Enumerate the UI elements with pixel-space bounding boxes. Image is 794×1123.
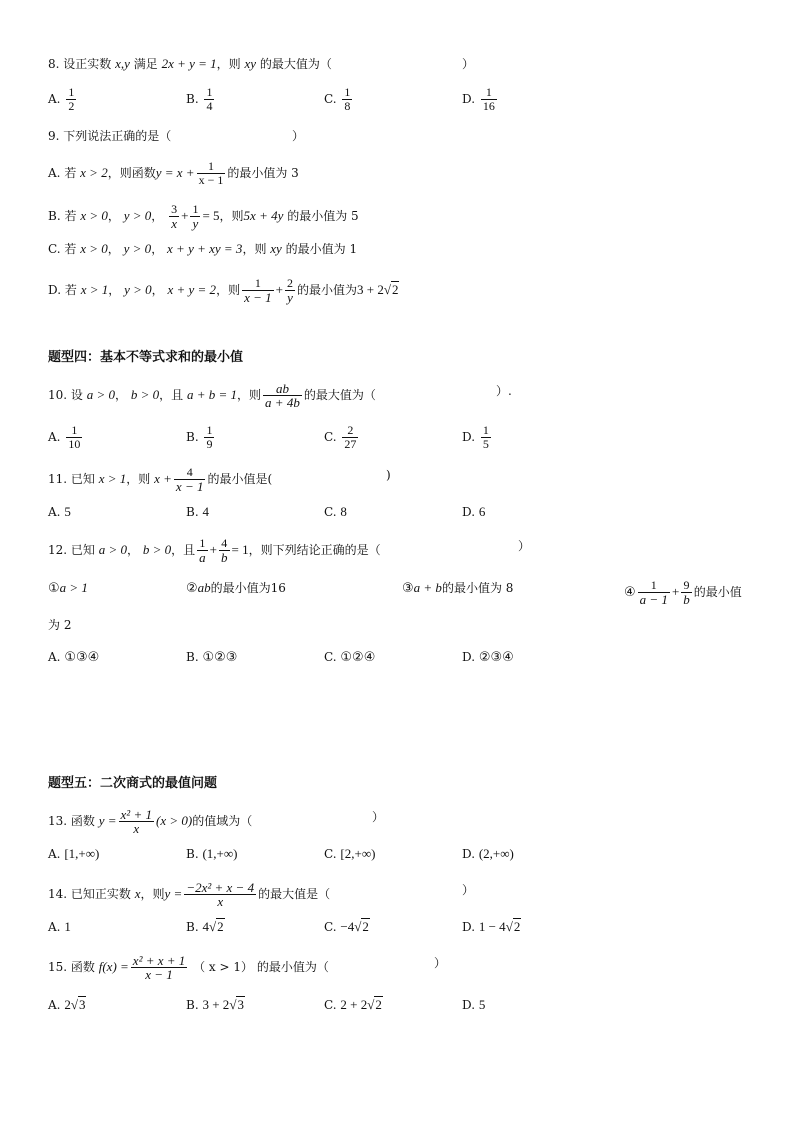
q12-text: ，且 bbox=[171, 543, 196, 557]
sqrt: √3 bbox=[229, 997, 244, 1012]
option-value: 5 bbox=[64, 504, 71, 519]
question-10-stem bbox=[48, 382, 376, 409]
q15-option-d[interactable] bbox=[462, 996, 485, 1014]
option-letter: A. bbox=[48, 92, 61, 106]
option-letter: A. bbox=[48, 847, 61, 861]
q10-math: b > 0 bbox=[130, 387, 160, 402]
option-text: ， bbox=[108, 283, 121, 297]
frac-num: x² + x + 1 bbox=[132, 953, 186, 968]
frac-den: a + 4b bbox=[265, 395, 300, 410]
option-math: x > 2 bbox=[80, 165, 108, 180]
statement-math: + bbox=[671, 584, 680, 599]
option-math: x + y = 2 bbox=[167, 282, 217, 297]
option-value: 1 bbox=[64, 919, 71, 934]
q13-option-d[interactable] bbox=[462, 845, 514, 863]
q8-text: ，则 bbox=[216, 57, 241, 71]
frac-den: 8 bbox=[344, 99, 351, 113]
option-math: x > 1 bbox=[80, 282, 109, 297]
frac-num: 1 bbox=[197, 160, 226, 174]
q12-text: ，则下列结论正确的是（ bbox=[248, 543, 381, 557]
frac-den: a bbox=[199, 550, 206, 565]
q8-text: 满足 bbox=[133, 57, 158, 71]
statement-math: ab bbox=[197, 580, 211, 595]
option-fraction bbox=[66, 86, 76, 113]
question-15-stem bbox=[48, 954, 329, 981]
option-value: 2 + 2 bbox=[340, 997, 368, 1012]
option-value: 4 bbox=[202, 504, 209, 519]
q12-statement-1 bbox=[48, 579, 88, 598]
q11-option-c[interactable] bbox=[324, 503, 347, 521]
q13-text: 13. 函数 bbox=[48, 814, 95, 828]
q9-option-c[interactable] bbox=[48, 240, 357, 258]
q14-option-b[interactable] bbox=[186, 918, 225, 936]
question-14-stem bbox=[48, 881, 330, 908]
sqrt: √2 bbox=[505, 919, 521, 934]
option-text: ， bbox=[107, 242, 120, 256]
option-fraction bbox=[204, 86, 214, 113]
frac-num: −2x² + x − 4 bbox=[186, 880, 255, 895]
q12-statement-2 bbox=[186, 579, 286, 598]
option-value: 8 bbox=[340, 504, 347, 519]
option-text: ， bbox=[107, 209, 120, 223]
frac-num: 3 bbox=[171, 202, 178, 216]
q12-math: = 1 bbox=[231, 542, 249, 557]
option-math: = 5 bbox=[202, 208, 220, 223]
frac-num: 1 bbox=[66, 424, 82, 438]
frac-num: x² + 1 bbox=[120, 807, 152, 822]
q11-option-b[interactable] bbox=[186, 503, 209, 521]
sqrt: √3 bbox=[70, 997, 86, 1012]
option-fraction bbox=[66, 424, 82, 451]
option-value: ①②③ bbox=[202, 650, 238, 665]
q15-option-c[interactable] bbox=[324, 996, 383, 1014]
q12-option-d[interactable] bbox=[462, 648, 514, 667]
radicand: 2 bbox=[513, 919, 521, 934]
option-math: y > 0 bbox=[124, 282, 152, 297]
q10-fraction bbox=[263, 382, 302, 409]
option-text: 的最小值为 1 bbox=[285, 242, 358, 256]
q8-option-c[interactable] bbox=[324, 86, 354, 113]
frac-den: 27 bbox=[344, 437, 357, 451]
option-math: xy bbox=[270, 241, 282, 256]
option-text: 的最小值为 bbox=[296, 283, 357, 297]
q11-math: x + bbox=[154, 471, 172, 486]
question-9-stem: 9. 下列说法正确的是（ bbox=[48, 129, 172, 143]
option-math: y = x + bbox=[155, 165, 195, 180]
frac-den: y bbox=[192, 216, 199, 231]
option-letter: A. bbox=[48, 430, 61, 444]
radicand: 2 bbox=[391, 282, 399, 297]
option-fraction bbox=[190, 203, 200, 230]
q13-close-paren: ） bbox=[372, 810, 385, 824]
q8-text: 的最大值为（ bbox=[259, 57, 332, 71]
q13-option-a[interactable] bbox=[48, 845, 99, 863]
q10-math: a + b = 1 bbox=[186, 387, 238, 402]
radicand: 2 bbox=[375, 997, 382, 1012]
q13-math: y = bbox=[98, 813, 117, 828]
q10-option-b[interactable] bbox=[186, 424, 216, 451]
option-math: y > 0 bbox=[123, 241, 152, 256]
option-math: x > 0 bbox=[80, 208, 108, 223]
q12-statement-3 bbox=[402, 579, 513, 598]
q10-text: ，则 bbox=[237, 388, 262, 402]
q8-option-a[interactable] bbox=[48, 86, 78, 113]
option-math: + bbox=[181, 208, 189, 223]
q12-math: a > 0 bbox=[98, 542, 128, 557]
option-value: [1,+∞) bbox=[64, 846, 100, 861]
option-math: x + y + xy = 3 bbox=[167, 241, 243, 256]
option-letter: A. bbox=[48, 650, 61, 664]
q11-fraction bbox=[174, 466, 206, 493]
q14-option-a[interactable] bbox=[48, 918, 71, 936]
frac-den: 4 bbox=[206, 99, 213, 113]
option-math: 3 + 2 bbox=[356, 282, 384, 297]
frac-den: x bbox=[217, 894, 224, 909]
option-value: 4 bbox=[202, 919, 209, 934]
frac-den: b bbox=[683, 592, 690, 607]
option-math: 5x + 4y bbox=[243, 208, 284, 223]
option-text: ，则 bbox=[216, 283, 241, 297]
option-letter: B. bbox=[186, 998, 199, 1012]
q8-condition: 2x + y = 1 bbox=[161, 56, 217, 71]
option-letter: D. bbox=[462, 430, 476, 444]
q14-fraction bbox=[184, 881, 256, 908]
q11-option-a[interactable] bbox=[48, 503, 71, 521]
sqrt: √2 bbox=[383, 282, 399, 297]
option-value: (2,+∞) bbox=[478, 846, 514, 861]
q12-text: 12. 已知 bbox=[48, 543, 95, 557]
q14-text: ，则 bbox=[140, 887, 165, 901]
q13-text: 的值域为（ bbox=[192, 814, 253, 828]
q9-option-a[interactable] bbox=[48, 160, 299, 187]
frac-num: 1 bbox=[68, 85, 75, 99]
sqrt: √2 bbox=[354, 919, 369, 934]
q11-close-paren: ) bbox=[386, 468, 391, 482]
frac-num: 1 bbox=[638, 579, 670, 593]
option-value: 2 bbox=[64, 997, 71, 1012]
circled-number: ④ bbox=[624, 585, 636, 600]
q10-option-a[interactable] bbox=[48, 424, 84, 451]
q12-fraction bbox=[197, 537, 208, 564]
question-12-stem bbox=[48, 537, 381, 564]
question-13-stem bbox=[48, 808, 252, 835]
q12-close-paren: ） bbox=[518, 539, 531, 553]
q13-option-b[interactable] bbox=[186, 845, 237, 863]
option-fraction bbox=[481, 424, 491, 451]
option-letter: D. bbox=[462, 998, 476, 1012]
option-letter: C. bbox=[324, 847, 337, 861]
q10-text: 10. 设 bbox=[48, 388, 83, 402]
q12-statement-4 bbox=[624, 579, 742, 606]
frac-num: 1 bbox=[482, 423, 489, 437]
statement-fraction bbox=[638, 579, 670, 606]
frac-den: a − 1 bbox=[639, 592, 668, 607]
frac-den: y bbox=[287, 290, 293, 305]
radicand: 3 bbox=[78, 997, 86, 1012]
option-value: (1,+∞) bbox=[202, 846, 238, 861]
frac-den: x − 1 bbox=[244, 290, 272, 305]
question-11-stem bbox=[48, 466, 272, 493]
frac-num: 1 bbox=[206, 423, 213, 437]
frac-num: ab bbox=[263, 382, 302, 396]
statement-text: 的最小值为16 bbox=[210, 581, 286, 595]
circled-number: ③ bbox=[402, 581, 414, 596]
q15-close-paren: ） bbox=[434, 956, 447, 970]
q11-text: 的最小值是( bbox=[207, 472, 273, 486]
option-letter: D. bbox=[462, 92, 476, 106]
sqrt: √2 bbox=[367, 997, 382, 1012]
option-letter: C. bbox=[48, 242, 61, 256]
q10-text: ，且 bbox=[159, 388, 184, 402]
q11-text: 11. 已知 bbox=[48, 472, 95, 486]
frac-num: 2 bbox=[342, 424, 358, 438]
q15-condition: （ x > 1） bbox=[193, 960, 254, 974]
frac-den: 2 bbox=[68, 99, 75, 113]
q8-close-paren: ） bbox=[462, 57, 475, 71]
q13-fraction bbox=[119, 808, 154, 835]
option-letter: B. bbox=[186, 505, 199, 519]
option-letter: D. bbox=[462, 920, 476, 934]
section-heading-5: 题型五：二次商式的最值问题 bbox=[48, 776, 218, 791]
statement-math: a > 1 bbox=[59, 580, 88, 595]
option-letter: D. bbox=[48, 283, 62, 297]
q13-option-c[interactable] bbox=[324, 845, 375, 863]
option-fraction bbox=[481, 86, 497, 113]
q10-math: a > 0 bbox=[86, 387, 116, 402]
q15-text: 的最小值为（ bbox=[256, 960, 329, 974]
q12-statement-4-continued: 为 2 bbox=[48, 618, 72, 632]
option-letter: B. bbox=[48, 209, 61, 223]
frac-den: x − 1 bbox=[198, 173, 224, 187]
option-fraction bbox=[242, 277, 274, 304]
question-8-stem bbox=[48, 55, 332, 73]
frac-den: 10 bbox=[68, 437, 81, 451]
option-fraction bbox=[285, 277, 295, 304]
q15-option-b[interactable] bbox=[186, 996, 245, 1014]
radicand: 3 bbox=[237, 997, 244, 1012]
option-text: ，则 bbox=[219, 209, 244, 223]
option-fraction bbox=[169, 203, 179, 230]
q14-text: 的最大值是（ bbox=[258, 887, 331, 901]
frac-num: 4 bbox=[219, 537, 230, 551]
option-text: 若 bbox=[64, 166, 77, 180]
option-fraction bbox=[342, 86, 352, 113]
q14-option-d[interactable] bbox=[462, 918, 521, 936]
option-fraction bbox=[204, 424, 214, 451]
q13-math: (x > 0) bbox=[155, 813, 193, 828]
q12-text: ， bbox=[127, 543, 140, 557]
option-math: + bbox=[275, 282, 283, 297]
frac-den: x − 1 bbox=[145, 967, 173, 982]
option-math: y > 0 bbox=[123, 208, 152, 223]
option-letter: C. bbox=[324, 92, 337, 106]
statement-text: 的最小值 bbox=[693, 585, 742, 599]
option-value: 6 bbox=[478, 504, 486, 519]
option-text: 若 bbox=[64, 283, 77, 297]
q10-text: ， bbox=[115, 388, 128, 402]
option-letter: D. bbox=[462, 847, 476, 861]
option-value: 3 + 2 bbox=[202, 997, 230, 1012]
frac-num: 1 bbox=[206, 85, 213, 99]
option-text: 的最小值为 3 bbox=[227, 166, 299, 180]
option-letter: A. bbox=[48, 166, 61, 180]
radicand: 2 bbox=[217, 919, 224, 934]
option-text: 若 bbox=[64, 242, 77, 256]
q15-math: f(x) = bbox=[98, 959, 129, 974]
frac-num: 2 bbox=[286, 276, 293, 290]
q8-option-b[interactable] bbox=[186, 86, 216, 113]
frac-den: 16 bbox=[482, 99, 495, 113]
frac-num: 1 bbox=[242, 277, 274, 291]
option-letter: B. bbox=[186, 650, 199, 664]
frac-den: 9 bbox=[206, 437, 213, 451]
frac-den: x bbox=[133, 821, 140, 836]
frac-den: x bbox=[171, 216, 177, 231]
q10-option-c[interactable] bbox=[324, 424, 360, 451]
option-letter: A. bbox=[48, 998, 61, 1012]
option-text: 的最小值为 5 bbox=[287, 209, 359, 223]
q8-vars: x,y bbox=[115, 56, 130, 71]
option-text: ， bbox=[151, 283, 164, 297]
option-letter: A. bbox=[48, 920, 61, 934]
option-text: ，则函数 bbox=[107, 166, 156, 180]
q12-option-b[interactable] bbox=[186, 648, 237, 667]
q14-text: 14. 已知正实数 bbox=[48, 887, 131, 901]
option-letter: B. bbox=[186, 847, 199, 861]
q12-option-c[interactable] bbox=[324, 648, 375, 667]
option-letter: B. bbox=[186, 92, 199, 106]
option-text: ，则 bbox=[242, 242, 267, 256]
frac-num: 1 bbox=[481, 86, 497, 100]
q8-text: 8. 设正实数 bbox=[48, 57, 112, 71]
q11-text: ，则 bbox=[126, 472, 151, 486]
q14-math: x bbox=[134, 886, 141, 901]
option-letter: B. bbox=[186, 920, 199, 934]
option-value: −4 bbox=[340, 919, 355, 934]
option-letter: C. bbox=[324, 430, 337, 444]
option-value: 1 − 4 bbox=[478, 919, 506, 934]
frac-num: 1 bbox=[197, 537, 208, 551]
q10-close-paren: ）. bbox=[496, 384, 512, 398]
option-letter: C. bbox=[324, 650, 337, 664]
option-text: ， bbox=[151, 242, 164, 256]
q14-option-c[interactable] bbox=[324, 918, 370, 936]
option-value: ①②④ bbox=[340, 650, 376, 665]
q15-text: 15. 函数 bbox=[48, 960, 95, 974]
option-value: ①③④ bbox=[64, 650, 100, 665]
q8-expression: xy bbox=[244, 56, 257, 71]
statement-text: 的最小值为 8 bbox=[441, 581, 514, 595]
q12-math: + bbox=[209, 542, 217, 557]
option-fraction bbox=[342, 424, 358, 451]
option-letter: C. bbox=[324, 505, 337, 519]
option-fraction bbox=[197, 160, 226, 187]
frac-num: 4 bbox=[174, 466, 206, 480]
q11-option-d[interactable] bbox=[462, 503, 485, 521]
option-value: [2,+∞) bbox=[340, 846, 376, 861]
statement-math: a + b bbox=[413, 580, 442, 595]
option-math: x > 0 bbox=[80, 241, 108, 256]
q11-math: x > 1 bbox=[98, 471, 127, 486]
option-letter: C. bbox=[324, 920, 337, 934]
frac-den: 5 bbox=[482, 437, 489, 451]
q14-math: y = bbox=[164, 886, 183, 901]
option-letter: B. bbox=[186, 430, 199, 444]
frac-num: 1 bbox=[344, 85, 351, 99]
frac-den: b bbox=[221, 550, 228, 565]
q15-fraction bbox=[131, 954, 187, 981]
q12-math: b > 0 bbox=[142, 542, 172, 557]
radicand: 2 bbox=[362, 919, 369, 934]
frac-num: 9 bbox=[681, 579, 692, 593]
option-text: 若 bbox=[64, 209, 77, 223]
frac-num: 1 bbox=[192, 202, 199, 216]
q9-option-b[interactable] bbox=[48, 203, 359, 230]
statement-fraction bbox=[681, 579, 692, 606]
option-value: 5 bbox=[478, 997, 486, 1012]
section-heading-4: 题型四：基本不等式求和的最小值 bbox=[48, 350, 244, 365]
q15-option-a[interactable] bbox=[48, 996, 86, 1014]
q10-option-d[interactable] bbox=[462, 424, 493, 451]
q14-close-paren: ） bbox=[462, 883, 475, 897]
q10-text: 的最大值为（ bbox=[303, 388, 376, 402]
circled-number: ① bbox=[48, 581, 60, 596]
option-value: ②③④ bbox=[478, 650, 514, 665]
q12-fraction bbox=[219, 537, 230, 564]
q12-option-a[interactable] bbox=[48, 648, 99, 667]
q9-close-paren: ） bbox=[292, 129, 305, 143]
option-letter: D. bbox=[462, 505, 476, 519]
frac-den: x − 1 bbox=[175, 479, 204, 494]
option-text: ， bbox=[151, 209, 164, 223]
sqrt: √2 bbox=[208, 919, 224, 934]
q8-option-d[interactable] bbox=[462, 86, 499, 113]
q9-option-d[interactable] bbox=[48, 277, 399, 304]
option-letter: A. bbox=[48, 505, 61, 519]
option-letter: D. bbox=[462, 650, 476, 664]
option-letter: C. bbox=[324, 998, 337, 1012]
circled-number: ② bbox=[186, 581, 198, 596]
